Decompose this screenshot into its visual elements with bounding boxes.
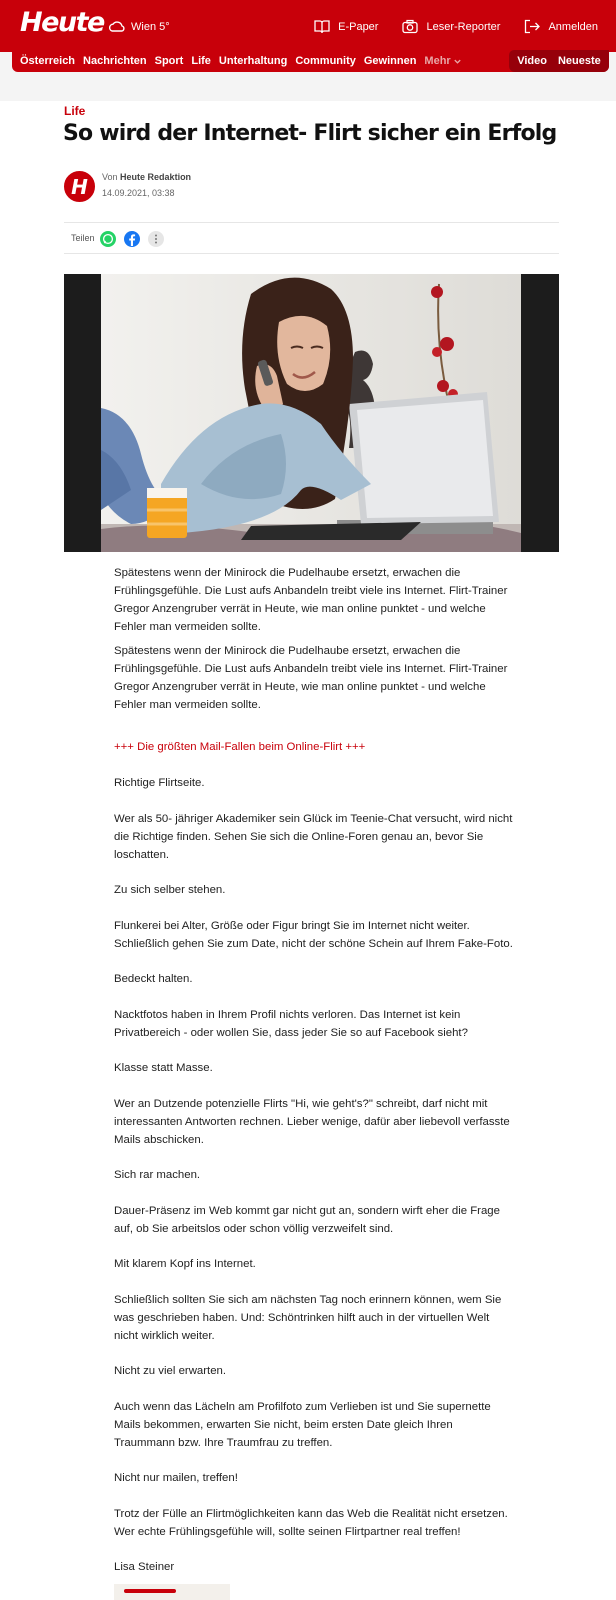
- article-subheading: Zu sich selber stehen.: [114, 884, 226, 896]
- whatsapp-share-icon[interactable]: [100, 231, 116, 247]
- article-paragraph: Flunkerei bei Alter, Größe oder Figur bringt Sie im Internet nicht weiter. Schließlich gehen Sie zum Date, nicht der schöne Schein auf Ihrem Fake-Foto.: [114, 920, 513, 950]
- cloud-sun-icon: [107, 19, 127, 35]
- hero-image: [64, 274, 559, 552]
- article-paragraph: Auch wenn das Lächeln am Profilfoto zum Verlieben ist und Sie supernette Mails bekommen, erwarten Sie nicht, beim ersten Date gleich Ihren Traummann bzw. Ihre Traumfrau zu treffen.: [114, 1401, 491, 1449]
- article-lead: Spätestens wenn der Minirock die Pudelhaube ersetzt, erwachen die Frühlingsgefühle. Die Lust aufs Anbandeln treibt viele ins Internet. Flirt-Trainer Gregor Anzengruber verrät in Heute, wie man online punktet - und welche Fehler man vermeiden sollte.: [114, 567, 508, 633]
- article-lead-repeat: Spätestens wenn der Minirock die Pudelhaube ersetzt, erwachen die Frühlingsgefühle. Die Lust aufs Anbandeln treibt viele ins Internet. Flirt-Trainer Gregor Anzengruber verrät in Heute, wie man online punktet - und welche Fehler man vermeiden sollte.: [114, 645, 508, 711]
- nav-item-life[interactable]: Life: [191, 55, 211, 67]
- login-button[interactable]: [524, 19, 598, 34]
- article-date: 14.09.2021, 03:38: [102, 188, 175, 198]
- author-name[interactable]: Heute Redaktion: [120, 172, 192, 182]
- article-author-signature: Lisa Steiner: [114, 1561, 175, 1573]
- main-nav: [12, 50, 609, 72]
- book-open-icon: [314, 19, 330, 34]
- chevron-down-icon: [453, 57, 462, 66]
- login-label: Anmelden: [548, 20, 598, 33]
- related-link[interactable]: +++ Die größten Mail-Fallen beim Online-Flirt +++: [114, 741, 366, 753]
- article-subheading: Mit klarem Kopf ins Internet.: [114, 1258, 256, 1270]
- site-logo[interactable]: Heute: [20, 7, 104, 38]
- nav-item-nachrichten[interactable]: Nachrichten: [83, 55, 147, 67]
- login-icon: [524, 19, 540, 34]
- nav-item-oesterreich[interactable]: Österreich: [20, 55, 76, 67]
- nav-items: [20, 55, 462, 67]
- header-actions: [314, 19, 598, 34]
- more-share-icon[interactable]: [148, 231, 164, 247]
- article-paragraph: Wer als 50- jähriger Akademiker sein Glück im Teenie-Chat versucht, wird nicht die Richtige finden. Sehen Sie sich die Online-Foren genau an, bevor Sie loschatten.: [114, 813, 513, 861]
- epaper-button[interactable]: [314, 19, 378, 34]
- hero-photo: [101, 274, 521, 552]
- nav-item-unterhaltung[interactable]: Unterhaltung: [218, 55, 288, 67]
- nav-video[interactable]: Video: [517, 55, 547, 67]
- article-subheading: Sich rar machen.: [114, 1169, 201, 1181]
- article-paragraph: Schließlich sollten Sie sich am nächsten Tag noch erinnern können, wem Sie was geschrieben haben. Und: Schöntrinken hilft auch in der virtuellen Welt nicht wirklich weiter.: [114, 1294, 502, 1342]
- nav-item-gewinnen[interactable]: Gewinnen: [363, 55, 417, 67]
- camera-icon: [402, 19, 418, 34]
- nav-neueste[interactable]: Neueste: [557, 55, 601, 67]
- facebook-share-icon[interactable]: [124, 231, 140, 247]
- leser-reporter-button[interactable]: [402, 19, 500, 34]
- nav-more-label: Mehr: [424, 55, 451, 67]
- article-paragraph: Wer an Dutzende potenzielle Flirts "Hi, wie geht's?" schreibt, darf nicht mit interessanten Antworten rechnen. Lieber wenige, dafür aber liebevoll verfasste Mails abschicken.: [114, 1098, 510, 1146]
- nav-item-community[interactable]: Community: [295, 55, 356, 67]
- leser-reporter-label: Leser-Reporter: [426, 20, 501, 33]
- article-paragraph: Trotz der Fülle an Flirtmöglichkeiten kann das Web die Realität nicht ersetzen. Wer echte Frühlingsgefühle will, sollte seinen Flirtpartner real treffen!: [114, 1508, 508, 1538]
- nav-right-group: [509, 50, 609, 72]
- nav-item-mehr[interactable]: [424, 55, 461, 67]
- article-subheading: Klasse statt Masse.: [114, 1062, 213, 1074]
- nav-item-sport[interactable]: Sport: [154, 55, 184, 67]
- article-paragraph: Nacktfotos haben in Ihrem Profil nichts verloren. Das Internet ist kein Privatbereich - oder wollen Sie, dass jeder Sie so auf Facebook sieht?: [114, 1009, 468, 1039]
- bottom-banner: [114, 1584, 230, 1600]
- article-paragraph: Dauer-Präsenz im Web kommt gar nicht gut an, sondern wirft eher die Frage auf, ob Sie arbeitslos oder schon völlig verzweifelt sind.: [114, 1205, 500, 1235]
- share-label: Teilen: [71, 233, 95, 243]
- share-bar: [64, 222, 559, 254]
- article-subheading: Bedeckt halten.: [114, 973, 193, 985]
- article-subheading: Nicht zu viel erwarten.: [114, 1365, 227, 1377]
- top-header: [0, 0, 616, 52]
- article-subheading: Richtige Flirtseite.: [114, 777, 205, 789]
- epaper-label: E-Paper: [338, 20, 379, 33]
- weather-text: Wien 5°: [131, 21, 170, 33]
- banner-accent: [124, 1589, 176, 1593]
- weather-widget[interactable]: [107, 19, 170, 35]
- article-title: So wird der Internet- Flirt sicher ein Erfolg: [63, 121, 557, 146]
- author-prefix: Von: [102, 172, 118, 182]
- article-category[interactable]: Life: [64, 104, 86, 118]
- woman-laptop-illustration: [101, 274, 521, 552]
- article-subheading: Nicht nur mailen, treffen!: [114, 1472, 238, 1484]
- author-byline: [102, 172, 191, 182]
- author-avatar: H: [64, 171, 95, 202]
